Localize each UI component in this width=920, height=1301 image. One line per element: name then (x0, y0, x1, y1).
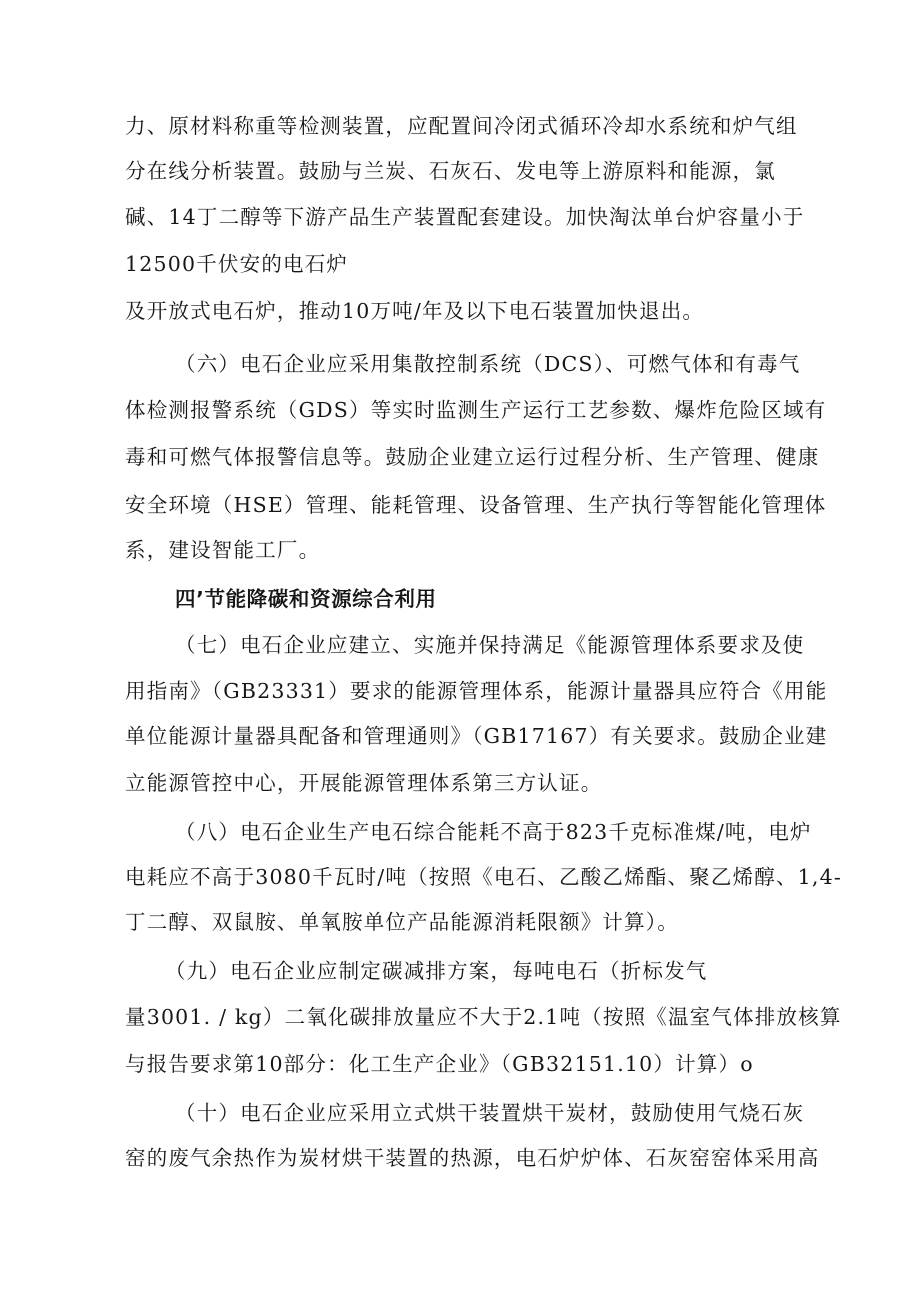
text-line: 毒和可燃气体报警信息等。鼓励企业建立运行过程分析、生产管理、健康 (125, 445, 820, 469)
text-line: 安全环境（HSE）管理、能耗管理、设备管理、生产执行等智能化管理体 (125, 493, 827, 517)
text-line: 单位能源计量器具配备和管理通则》（GB17167）有关要求。鼓励企业建 (125, 724, 828, 748)
section-heading: 四’节能降碳和资源综合利用 (175, 587, 437, 611)
paragraph-six-first-line: （六）电石企业应采用集散控制系统（DCS）、可燃气体和有毒气 (175, 352, 801, 376)
text-line: 及开放式电石炉，推动10万吨/年及以下电石装置加快退出。 (125, 299, 705, 323)
text-line: 系，建设智能工厂。 (125, 538, 321, 562)
paragraph-ten-first-line: （十）电石企业应采用立式烘干装置烘干炭材，鼓励使用气烧石灰 (175, 1101, 805, 1125)
text-line: 分在线分析装置。鼓励与兰炭、石灰石、发电等上游原料和能源，氯 (125, 159, 776, 183)
paragraph-nine-first-line: （九）电石企业应制定碳减排方案，每吨电石（折标发气 (165, 959, 708, 983)
text-line: 12500千伏安的电石炉 (125, 252, 349, 276)
text-line: 窑的废气余热作为炭材烘干装置的热源，电石炉炉体、石灰窑窑体采用高 (125, 1146, 820, 1170)
text-line: 立能源管控中心，开展能源管理体系第三方认证。 (125, 771, 603, 795)
text-line: 电耗应不高于3080千瓦时/吨（按照《电石、乙酸乙烯酯、聚乙烯醇、1,4- (125, 865, 843, 889)
text-line: 力、原材料称重等检测装置，应配置间冷闭式循环冷却水系统和炉气组 (125, 114, 798, 138)
text-line: 碱、14丁二醇等下游产品生产装置配套建设。加快淘汰单台炉容量小于 (125, 205, 805, 229)
text-line: 量3001. / kg）二氧化碳排放量应不大于2.1吨（按照《温室气体排放核算 (125, 1005, 842, 1029)
paragraph-eight-first-line: （八）电石企业生产电石综合能耗不高于823千克标准煤/吨，电炉 (175, 820, 812, 844)
text-line: 体检测报警系统（GDS）等实时监测生产运行工艺参数、爆炸危险区域有 (125, 398, 827, 422)
text-line: 用指南》（GB23331）要求的能源管理体系，能源计量器具应符合《用能 (125, 679, 828, 703)
text-line: 与报告要求第10部分：化工生产企业》（GB32151.10）计算）o (125, 1052, 754, 1076)
text-line: 丁二醇、双鼠胺、单氧胺单位产品能源消耗限额》计算）。 (125, 910, 679, 934)
paragraph-seven-first-line: （七）电石企业应建立、实施并保持满足《能源管理体系要求及使 (175, 633, 805, 657)
